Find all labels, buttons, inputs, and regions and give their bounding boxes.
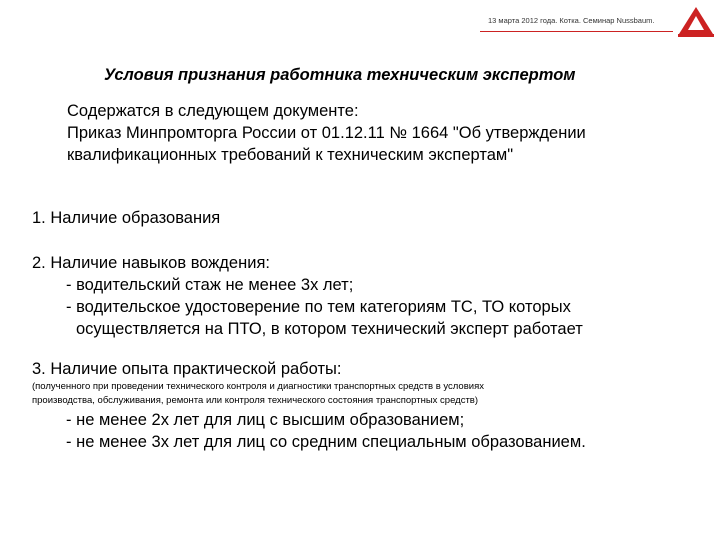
- slide-title: Условия признания работника техническим экспертом: [104, 66, 576, 84]
- header-meta: 13 марта 2012 года. Котка. Семинар Nussbaum.: [488, 16, 655, 25]
- intro-line-2: Приказ Минпромторга России от 01.12.11 № 1664 "Об утверждении: [67, 124, 586, 142]
- item-2-line-2: - водительское удостоверение по тем категориям ТС, ТО которых: [66, 298, 571, 316]
- item-2-line-1: - водительский стаж не менее 3х лет;: [66, 276, 354, 294]
- intro-line-1: Содержатся в следующем документе:: [67, 102, 359, 120]
- item-2-line-3: осуществляется на ПТО, в котором технический эксперт работает: [76, 320, 583, 338]
- item-3-heading: 3. Наличие опыта практической работы:: [32, 360, 342, 378]
- item-3-note-2: производства, обслуживания, ремонта или контроля технического состояния транспортных средств): [32, 395, 479, 406]
- item-3-line-2: - не менее 3х лет для лиц со средним специальным образованием.: [66, 433, 586, 451]
- red-triangle-logo-icon: [676, 4, 716, 38]
- item-3-line-1: - не менее 2х лет для лиц с высшим образованием;: [66, 411, 465, 429]
- item-1-education: 1. Наличие образования: [32, 209, 221, 227]
- intro-line-3: квалификационных требований к техническим экспертам": [67, 146, 514, 164]
- header-divider: [480, 31, 673, 32]
- item-2-heading: 2. Наличие навыков вождения:: [32, 254, 270, 272]
- item-3-note-1: (полученного при проведении технического контроля и диагностики транспортных средств в условиях: [32, 381, 484, 392]
